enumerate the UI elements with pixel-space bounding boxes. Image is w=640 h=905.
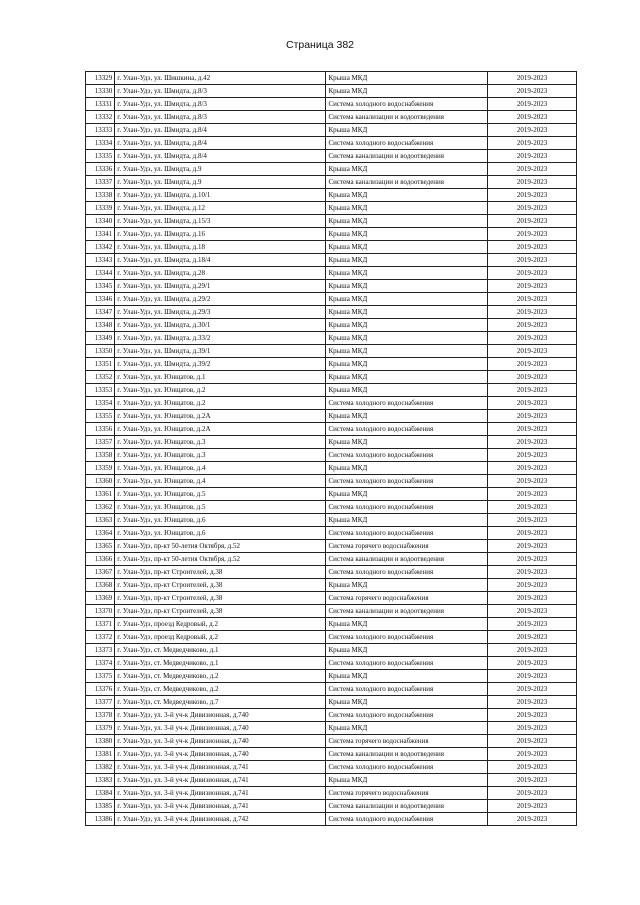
work-type-cell: Система канализации и водоотведения [326, 553, 488, 566]
row-number-cell: 13379 [86, 722, 115, 735]
address-cell: г. Улан-Удэ, ул. Юнщатов, д.5 [115, 488, 326, 501]
row-number-cell: 13372 [86, 631, 115, 644]
row-number-cell: 13358 [86, 449, 115, 462]
row-number-cell: 13338 [86, 189, 115, 202]
row-number-cell: 13367 [86, 566, 115, 579]
row-number-cell: 13354 [86, 397, 115, 410]
table-row [86, 722, 577, 735]
address-cell: г. Улан-Удэ, пр-кт Строителей, д.38 [115, 592, 326, 605]
period-cell: 2019-2023 [488, 501, 577, 514]
address-cell: г. Улан-Удэ, ул. Шмидта, д.8/4 [115, 150, 326, 163]
address-cell: г. Улан-Удэ, ст. Медведчиково, д.1 [115, 644, 326, 657]
table-row [86, 683, 577, 696]
row-number-cell: 13353 [86, 384, 115, 397]
work-type-cell: Крыша МКД [326, 254, 488, 267]
work-type-cell: Система канализации и водоотведения [326, 111, 488, 124]
period-cell: 2019-2023 [488, 800, 577, 813]
address-cell: г. Улан-Удэ, ст. Медведчиково, д.2 [115, 683, 326, 696]
period-cell: 2019-2023 [488, 709, 577, 722]
period-cell: 2019-2023 [488, 371, 577, 384]
address-cell: г. Улан-Удэ, ул. Шмидта, д.29/2 [115, 293, 326, 306]
address-cell: г. Улан-Удэ, ул. Шмидта, д.10/1 [115, 189, 326, 202]
work-type-cell: Система канализации и водоотведения [326, 605, 488, 618]
address-cell: г. Улан-Удэ, ул. Шмидта, д.8/4 [115, 124, 326, 137]
period-cell: 2019-2023 [488, 566, 577, 579]
address-cell: г. Улан-Удэ, ул. Шмидта, д.9 [115, 176, 326, 189]
row-number-cell: 13331 [86, 98, 115, 111]
table-row [86, 670, 577, 683]
work-type-cell: Крыша МКД [326, 72, 488, 85]
period-cell: 2019-2023 [488, 696, 577, 709]
row-number-cell: 13362 [86, 501, 115, 514]
work-type-cell: Система канализации и водоотведения [326, 176, 488, 189]
address-cell: г. Улан-Удэ, ул. 3-й уч-к Дивизионная, д.740 [115, 748, 326, 761]
table-row [86, 319, 577, 332]
registry-table [85, 71, 577, 826]
address-cell: г. Улан-Удэ, ул. Юнщатов, д.4 [115, 475, 326, 488]
address-cell: г. Улан-Удэ, ул. Шмидта, д.9 [115, 163, 326, 176]
address-cell: г. Улан-Удэ, ст. Медведчиково, д.2 [115, 670, 326, 683]
address-cell: г. Улан-Удэ, ул. Шмидта, д.39/2 [115, 358, 326, 371]
row-number-cell: 13369 [86, 592, 115, 605]
period-cell: 2019-2023 [488, 631, 577, 644]
table-row [86, 787, 577, 800]
row-number-cell: 13373 [86, 644, 115, 657]
period-cell: 2019-2023 [488, 553, 577, 566]
row-number-cell: 13330 [86, 85, 115, 98]
address-cell: г. Улан-Удэ, ул. Шмидта, д.29/1 [115, 280, 326, 293]
period-cell: 2019-2023 [488, 150, 577, 163]
work-type-cell: Крыша МКД [326, 319, 488, 332]
table-row [86, 501, 577, 514]
period-cell: 2019-2023 [488, 163, 577, 176]
table-row [86, 592, 577, 605]
row-number-cell: 13365 [86, 540, 115, 553]
address-cell: г. Улан-Удэ, пр-кт 50-летия Октября, д.52 [115, 540, 326, 553]
table-row [86, 163, 577, 176]
work-type-cell: Система холодного водоснабжения [326, 449, 488, 462]
work-type-cell: Система холодного водоснабжения [326, 631, 488, 644]
row-number-cell: 13334 [86, 137, 115, 150]
address-cell: г. Улан-Удэ, ул. Шмидта, д.39/1 [115, 345, 326, 358]
table-row [86, 657, 577, 670]
period-cell: 2019-2023 [488, 449, 577, 462]
period-cell: 2019-2023 [488, 748, 577, 761]
table-row [86, 761, 577, 774]
period-cell: 2019-2023 [488, 98, 577, 111]
address-cell: г. Улан-Удэ, ул. Шмидта, д.18 [115, 241, 326, 254]
work-type-cell: Система холодного водоснабжения [326, 566, 488, 579]
table-row [86, 137, 577, 150]
row-number-cell: 13355 [86, 410, 115, 423]
table-row [86, 488, 577, 501]
row-number-cell: 13339 [86, 202, 115, 215]
row-number-cell: 13361 [86, 488, 115, 501]
table-row [86, 228, 577, 241]
table-row [86, 540, 577, 553]
period-cell: 2019-2023 [488, 787, 577, 800]
address-cell: г. Улан-Удэ, ул. Шмидта, д.30/1 [115, 319, 326, 332]
period-cell: 2019-2023 [488, 137, 577, 150]
row-number-cell: 13384 [86, 787, 115, 800]
address-cell: г. Улан-Удэ, ул. Юнщатов, д.4 [115, 462, 326, 475]
table-row [86, 644, 577, 657]
table-row [86, 189, 577, 202]
period-cell: 2019-2023 [488, 358, 577, 371]
table-row [86, 202, 577, 215]
work-type-cell: Крыша МКД [326, 579, 488, 592]
period-cell: 2019-2023 [488, 813, 577, 826]
row-number-cell: 13344 [86, 267, 115, 280]
period-cell: 2019-2023 [488, 436, 577, 449]
table-row [86, 176, 577, 189]
row-number-cell: 13352 [86, 371, 115, 384]
work-type-cell: Крыша МКД [326, 436, 488, 449]
table-row [86, 332, 577, 345]
period-cell: 2019-2023 [488, 475, 577, 488]
table-row [86, 345, 577, 358]
row-number-cell: 13341 [86, 228, 115, 241]
row-number-cell: 13335 [86, 150, 115, 163]
period-cell: 2019-2023 [488, 761, 577, 774]
period-cell: 2019-2023 [488, 332, 577, 345]
period-cell: 2019-2023 [488, 306, 577, 319]
table-row [86, 241, 577, 254]
address-cell: г. Улан-Удэ, ул. Юнщатов, д.2А [115, 410, 326, 423]
table-row [86, 215, 577, 228]
row-number-cell: 13345 [86, 280, 115, 293]
row-number-cell: 13378 [86, 709, 115, 722]
work-type-cell: Крыша МКД [326, 345, 488, 358]
work-type-cell: Крыша МКД [326, 124, 488, 137]
table-row [86, 800, 577, 813]
address-cell: г. Улан-Удэ, ул. Шмидта, д.33/2 [115, 332, 326, 345]
table-row [86, 813, 577, 826]
row-number-cell: 13385 [86, 800, 115, 813]
registry-table-body [86, 72, 577, 826]
row-number-cell: 13380 [86, 735, 115, 748]
table-row [86, 774, 577, 787]
work-type-cell: Крыша МКД [326, 267, 488, 280]
table-row [86, 384, 577, 397]
row-number-cell: 13382 [86, 761, 115, 774]
work-type-cell: Крыша МКД [326, 670, 488, 683]
period-cell: 2019-2023 [488, 527, 577, 540]
row-number-cell: 13364 [86, 527, 115, 540]
period-cell: 2019-2023 [488, 722, 577, 735]
period-cell: 2019-2023 [488, 397, 577, 410]
period-cell: 2019-2023 [488, 644, 577, 657]
work-type-cell: Крыша МКД [326, 358, 488, 371]
work-type-cell: Крыша МКД [326, 514, 488, 527]
period-cell: 2019-2023 [488, 176, 577, 189]
period-cell: 2019-2023 [488, 657, 577, 670]
work-type-cell: Система холодного водоснабжения [326, 761, 488, 774]
work-type-cell: Система холодного водоснабжения [326, 98, 488, 111]
row-number-cell: 13359 [86, 462, 115, 475]
period-cell: 2019-2023 [488, 124, 577, 137]
row-number-cell: 13336 [86, 163, 115, 176]
table-row [86, 553, 577, 566]
table-row [86, 410, 577, 423]
address-cell: г. Улан-Удэ, ул. Юнщатов, д.2А [115, 423, 326, 436]
period-cell: 2019-2023 [488, 423, 577, 436]
table-row [86, 579, 577, 592]
period-cell: 2019-2023 [488, 215, 577, 228]
address-cell: г. Улан-Удэ, пр-кт 50-летия Октября, д.52 [115, 553, 326, 566]
row-number-cell: 13340 [86, 215, 115, 228]
work-type-cell: Крыша МКД [326, 306, 488, 319]
table-row [86, 566, 577, 579]
work-type-cell: Система канализации и водоотведения [326, 748, 488, 761]
row-number-cell: 13346 [86, 293, 115, 306]
table-row [86, 293, 577, 306]
row-number-cell: 13350 [86, 345, 115, 358]
work-type-cell: Система холодного водоснабжения [326, 423, 488, 436]
row-number-cell: 13356 [86, 423, 115, 436]
period-cell: 2019-2023 [488, 618, 577, 631]
address-cell: г. Улан-Удэ, проезд Кедровый, д.2 [115, 631, 326, 644]
address-cell: г. Улан-Удэ, ул. 3-й уч-к Дивизионная, д.741 [115, 787, 326, 800]
row-number-cell: 13376 [86, 683, 115, 696]
address-cell: г. Улан-Удэ, ул. 3-й уч-к Дивизионная, д.741 [115, 800, 326, 813]
period-cell: 2019-2023 [488, 670, 577, 683]
table-row [86, 124, 577, 137]
period-cell: 2019-2023 [488, 85, 577, 98]
address-cell: г. Улан-Удэ, ул. Шмидта, д.18/4 [115, 254, 326, 267]
period-cell: 2019-2023 [488, 267, 577, 280]
table-row [86, 436, 577, 449]
period-cell: 2019-2023 [488, 540, 577, 553]
period-cell: 2019-2023 [488, 592, 577, 605]
table-row [86, 280, 577, 293]
work-type-cell: Крыша МКД [326, 215, 488, 228]
work-type-cell: Система холодного водоснабжения [326, 137, 488, 150]
work-type-cell: Крыша МКД [326, 280, 488, 293]
row-number-cell: 13370 [86, 605, 115, 618]
period-cell: 2019-2023 [488, 384, 577, 397]
address-cell: г. Улан-Удэ, ул. Шмидта, д.12 [115, 202, 326, 215]
table-row [86, 748, 577, 761]
table-row [86, 475, 577, 488]
work-type-cell: Крыша МКД [326, 228, 488, 241]
address-cell: г. Улан-Удэ, пр-кт Строителей, д.38 [115, 605, 326, 618]
table-row [86, 449, 577, 462]
row-number-cell: 13383 [86, 774, 115, 787]
address-cell: г. Улан-Удэ, пр-кт Строителей, д.38 [115, 579, 326, 592]
row-number-cell: 13347 [86, 306, 115, 319]
address-cell: г. Улан-Удэ, ул. Шмидта, д.8/3 [115, 111, 326, 124]
table-row [86, 267, 577, 280]
table-row [86, 631, 577, 644]
work-type-cell: Крыша МКД [326, 618, 488, 631]
work-type-cell: Система канализации и водоотведения [326, 800, 488, 813]
work-type-cell: Крыша МКД [326, 332, 488, 345]
table-row [86, 150, 577, 163]
row-number-cell: 13343 [86, 254, 115, 267]
work-type-cell: Крыша МКД [326, 488, 488, 501]
work-type-cell: Система канализации и водоотведения [326, 150, 488, 163]
period-cell: 2019-2023 [488, 293, 577, 306]
row-number-cell: 13349 [86, 332, 115, 345]
row-number-cell: 13360 [86, 475, 115, 488]
table-row [86, 358, 577, 371]
period-cell: 2019-2023 [488, 774, 577, 787]
row-number-cell: 13375 [86, 670, 115, 683]
period-cell: 2019-2023 [488, 254, 577, 267]
work-type-cell: Система холодного водоснабжения [326, 501, 488, 514]
row-number-cell: 13377 [86, 696, 115, 709]
table-row [86, 462, 577, 475]
work-type-cell: Крыша МКД [326, 774, 488, 787]
address-cell: г. Улан-Удэ, ул. Юнщатов, д.5 [115, 501, 326, 514]
table-row [86, 254, 577, 267]
work-type-cell: Система холодного водоснабжения [326, 397, 488, 410]
work-type-cell: Система горячего водоснабжения [326, 540, 488, 553]
address-cell: г. Улан-Удэ, ул. Юнщатов, д.2 [115, 384, 326, 397]
address-cell: г. Улан-Удэ, ул. 3-й уч-к Дивизионная, д.740 [115, 709, 326, 722]
period-cell: 2019-2023 [488, 735, 577, 748]
table-row [86, 527, 577, 540]
work-type-cell: Система холодного водоснабжения [326, 657, 488, 670]
work-type-cell: Крыша МКД [326, 85, 488, 98]
work-type-cell: Система холодного водоснабжения [326, 475, 488, 488]
table-row [86, 605, 577, 618]
table-row [86, 98, 577, 111]
row-number-cell: 13342 [86, 241, 115, 254]
address-cell: г. Улан-Удэ, ул. Шмидта, д.16 [115, 228, 326, 241]
period-cell: 2019-2023 [488, 280, 577, 293]
address-cell: г. Улан-Удэ, ул. Шмидта, д.8/4 [115, 137, 326, 150]
work-type-cell: Крыша МКД [326, 462, 488, 475]
work-type-cell: Крыша МКД [326, 644, 488, 657]
table-row [86, 371, 577, 384]
period-cell: 2019-2023 [488, 345, 577, 358]
table-row [86, 306, 577, 319]
period-cell: 2019-2023 [488, 72, 577, 85]
period-cell: 2019-2023 [488, 488, 577, 501]
address-cell: г. Улан-Удэ, проезд Кедровый, д.2 [115, 618, 326, 631]
row-number-cell: 13381 [86, 748, 115, 761]
work-type-cell: Крыша МКД [326, 410, 488, 423]
period-cell: 2019-2023 [488, 410, 577, 423]
row-number-cell: 13386 [86, 813, 115, 826]
table-row [86, 514, 577, 527]
table-row [86, 618, 577, 631]
row-number-cell: 13348 [86, 319, 115, 332]
address-cell: г. Улан-Удэ, ул. Шмидта, д.8/3 [115, 98, 326, 111]
work-type-cell: Крыша МКД [326, 384, 488, 397]
period-cell: 2019-2023 [488, 605, 577, 618]
work-type-cell: Крыша МКД [326, 722, 488, 735]
table-row [86, 696, 577, 709]
period-cell: 2019-2023 [488, 241, 577, 254]
row-number-cell: 13329 [86, 72, 115, 85]
address-cell: г. Улан-Удэ, ул. Шишкина, д.42 [115, 72, 326, 85]
table-row [86, 111, 577, 124]
period-cell: 2019-2023 [488, 111, 577, 124]
address-cell: г. Улан-Удэ, ул. Юнщатов, д.3 [115, 436, 326, 449]
period-cell: 2019-2023 [488, 462, 577, 475]
row-number-cell: 13337 [86, 176, 115, 189]
table-row [86, 72, 577, 85]
address-cell: г. Улан-Удэ, ул. 3-й уч-к Дивизионная, д.741 [115, 761, 326, 774]
work-type-cell: Система горячего водоснабжения [326, 735, 488, 748]
work-type-cell: Крыша МКД [326, 371, 488, 384]
address-cell: г. Улан-Удэ, ст. Медведчиково, д.7 [115, 696, 326, 709]
address-cell: г. Улан-Удэ, ул. Юнщатов, д.1 [115, 371, 326, 384]
table-row [86, 423, 577, 436]
period-cell: 2019-2023 [488, 202, 577, 215]
address-cell: г. Улан-Удэ, ул. 3-й уч-к Дивизионная, д.740 [115, 735, 326, 748]
address-cell: г. Улан-Удэ, ст. Медведчиково, д.1 [115, 657, 326, 670]
work-type-cell: Система холодного водоснабжения [326, 683, 488, 696]
row-number-cell: 13371 [86, 618, 115, 631]
work-type-cell: Система холодного водоснабжения [326, 527, 488, 540]
work-type-cell: Крыша МКД [326, 293, 488, 306]
address-cell: г. Улан-Удэ, ул. Юнщатов, д.6 [115, 514, 326, 527]
table-row [86, 85, 577, 98]
row-number-cell: 13332 [86, 111, 115, 124]
period-cell: 2019-2023 [488, 579, 577, 592]
address-cell: г. Улан-Удэ, ул. 3-й уч-к Дивизионная, д.741 [115, 774, 326, 787]
period-cell: 2019-2023 [488, 189, 577, 202]
address-cell: г. Улан-Удэ, ул. Юнщатов, д.6 [115, 527, 326, 540]
address-cell: г. Улан-Удэ, ул. Шмидта, д.28 [115, 267, 326, 280]
address-cell: г. Улан-Удэ, ул. Шмидта, д.8/3 [115, 85, 326, 98]
row-number-cell: 13368 [86, 579, 115, 592]
work-type-cell: Крыша МКД [326, 696, 488, 709]
period-cell: 2019-2023 [488, 228, 577, 241]
row-number-cell: 13366 [86, 553, 115, 566]
period-cell: 2019-2023 [488, 514, 577, 527]
table-row [86, 397, 577, 410]
work-type-cell: Крыша МКД [326, 202, 488, 215]
work-type-cell: Система горячего водоснабжения [326, 592, 488, 605]
page-number-header: Страница 382 [285, 39, 355, 51]
table-row [86, 709, 577, 722]
work-type-cell: Система горячего водоснабжения [326, 787, 488, 800]
row-number-cell: 13357 [86, 436, 115, 449]
row-number-cell: 13351 [86, 358, 115, 371]
row-number-cell: 13363 [86, 514, 115, 527]
address-cell: г. Улан-Удэ, ул. Шмидта, д.29/3 [115, 306, 326, 319]
row-number-cell: 13333 [86, 124, 115, 137]
address-cell: г. Улан-Удэ, ул. Шмидта, д.15/3 [115, 215, 326, 228]
period-cell: 2019-2023 [488, 319, 577, 332]
table-row [86, 735, 577, 748]
period-cell: 2019-2023 [488, 683, 577, 696]
address-cell: г. Улан-Удэ, ул. 3-й уч-к Дивизионная, д.742 [115, 813, 326, 826]
address-cell: г. Улан-Удэ, ул. Юнщатов, д.2 [115, 397, 326, 410]
work-type-cell: Крыша МКД [326, 241, 488, 254]
work-type-cell: Крыша МКД [326, 189, 488, 202]
address-cell: г. Улан-Удэ, пр-кт Строителей, д.38 [115, 566, 326, 579]
work-type-cell: Система холодного водоснабжения [326, 709, 488, 722]
work-type-cell: Крыша МКД [326, 163, 488, 176]
address-cell: г. Улан-Удэ, ул. 3-й уч-к Дивизионная, д.740 [115, 722, 326, 735]
address-cell: г. Улан-Удэ, ул. Юнщатов, д.3 [115, 449, 326, 462]
work-type-cell: Система холодного водоснабжения [326, 813, 488, 826]
row-number-cell: 13374 [86, 657, 115, 670]
